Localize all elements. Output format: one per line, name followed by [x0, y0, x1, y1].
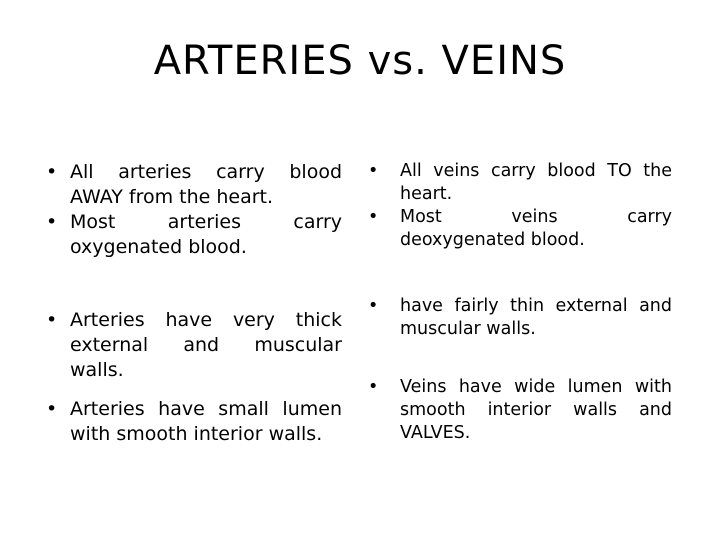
- arteries-block-lumen: [40, 397, 342, 447]
- veins-bullet: • have fairly thin external and muscular walls.: [360, 295, 672, 341]
- veins-bullet: • All veins carry blood TO the heart.: [360, 160, 672, 206]
- veins-bullet: • Most veins carry deoxygenated blood.: [360, 206, 672, 252]
- arteries-block-function: [40, 160, 342, 260]
- arteries-bullet: • Arteries have small lumen with smooth interior walls.: [40, 397, 342, 447]
- arteries-bullet: • Most arteries carry oxygenated blood.: [40, 210, 342, 260]
- veins-block-function: [360, 160, 672, 252]
- veins-block-lumen: [360, 376, 672, 445]
- veins-block-walls: [360, 295, 672, 341]
- arteries-bullet: • Arteries have very thick external and muscular walls.: [40, 308, 342, 383]
- veins-bullet: • Veins have wide lumen with smooth interior walls and VALVES.: [360, 376, 672, 445]
- arteries-bullet: • All arteries carry blood AWAY from the heart.: [40, 160, 342, 210]
- arteries-block-walls: [40, 308, 342, 383]
- slide-title: ARTERIES vs. VEINS: [153, 38, 567, 84]
